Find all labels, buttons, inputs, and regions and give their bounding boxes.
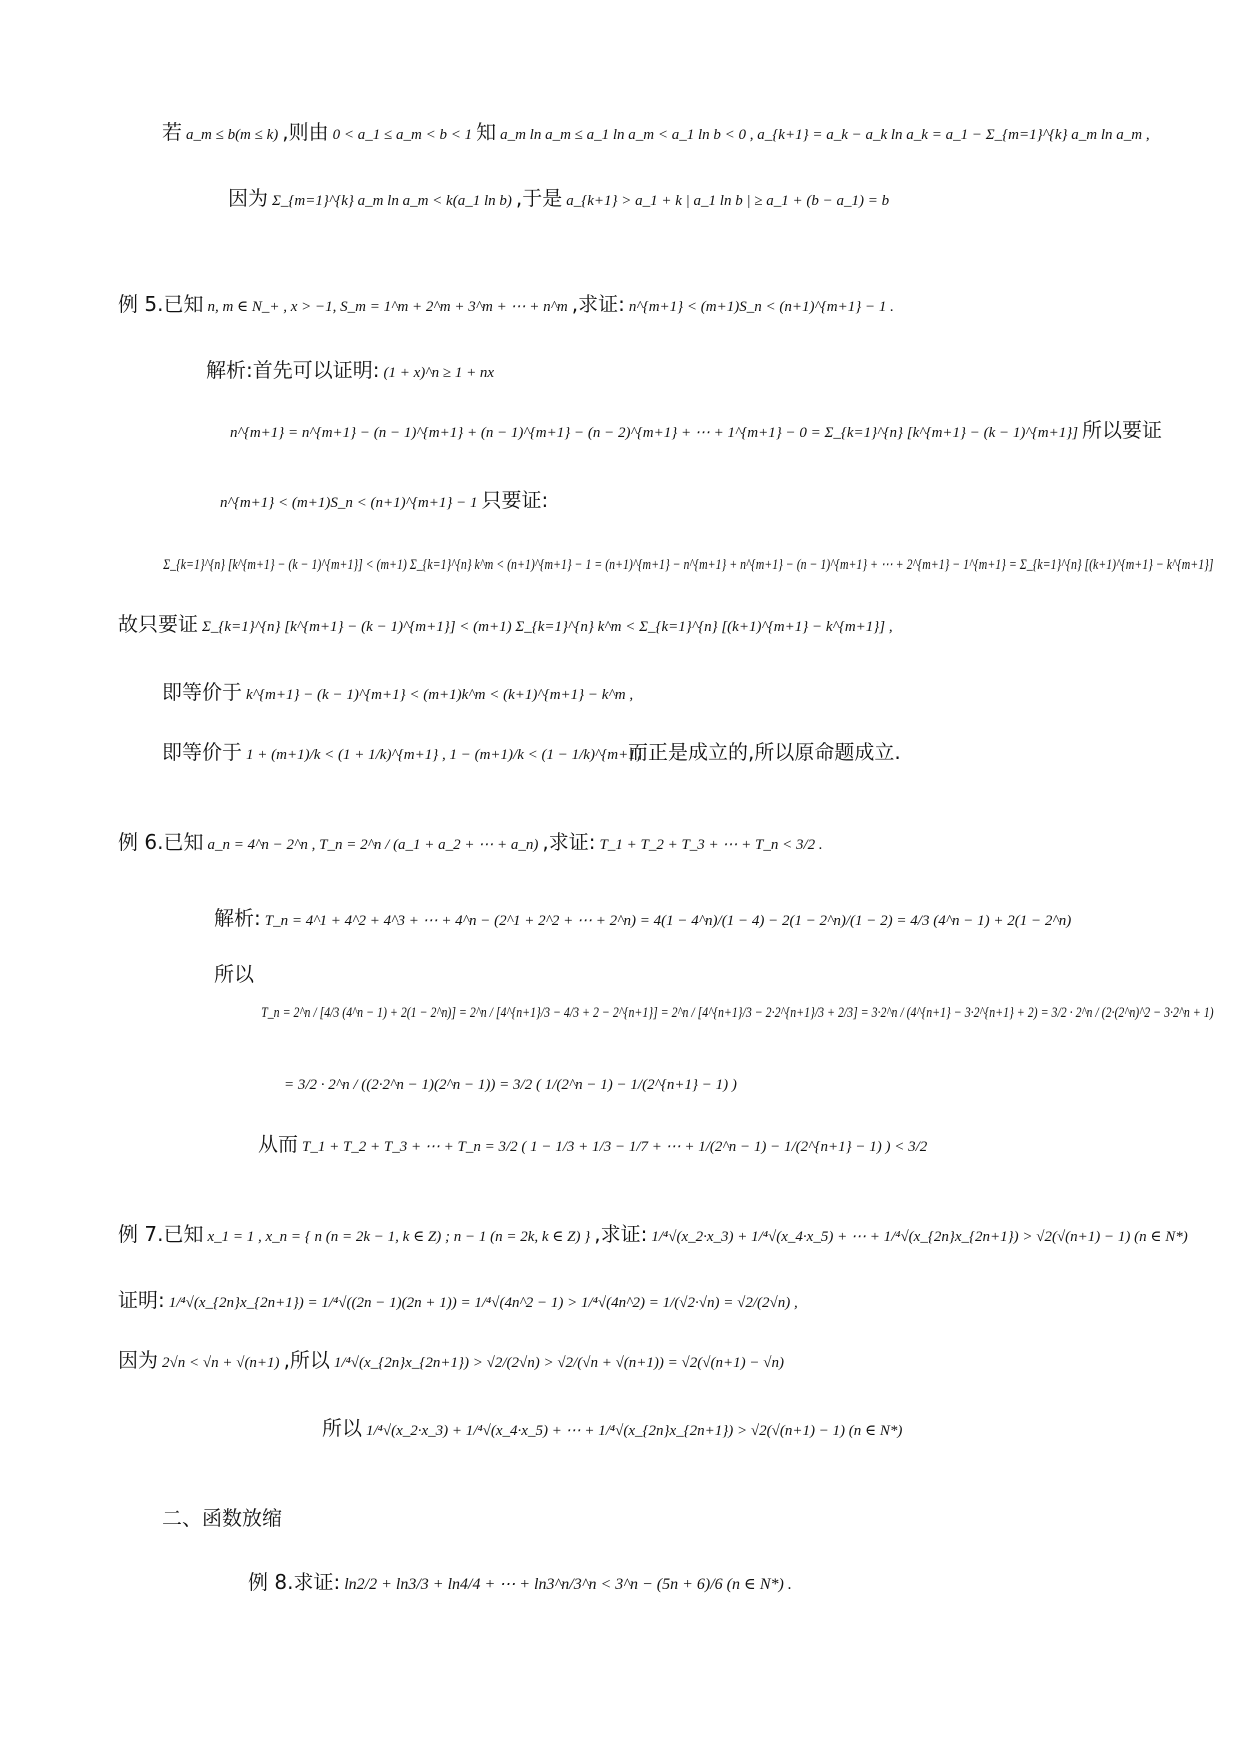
text: 知 bbox=[476, 120, 497, 144]
text: 若 bbox=[162, 120, 182, 144]
line-4 bbox=[206, 358, 498, 385]
line-10-tail bbox=[628, 740, 901, 766]
text: 而正是成立的,所以原命题成立. bbox=[628, 740, 901, 764]
text: 例 7.已知 bbox=[118, 1222, 204, 1246]
line-13 bbox=[214, 962, 254, 988]
line-5 bbox=[226, 418, 1162, 445]
text: 二、函数放缩 bbox=[162, 1506, 282, 1530]
line-10 bbox=[162, 740, 646, 767]
formula: T_n = 2^n / [4/3 (4^n − 1) + 2(1 − 2^n)] = 2^n / [4^{n+1}/3 − 4/3 + 2 − 2^{n+1}] = 2^n / [4^{n+1}/3 − 2·2^{n+1}/3 + 2/3] = 3·2^n / (4^{n+1} − 3·2^{n+1} + 2) = 3/2 · 2^n / (2·(2^n)^2 − 3·2^n + 1) bbox=[261, 1005, 1214, 1021]
formula: 1/⁴√(x_2·x_3) + 1/⁴√(x_4·x_5) + ⋯ + 1/⁴√(x_{2n}x_{2n+1}) > √2(√(n+1) − 1) (n ∈ N*) bbox=[366, 1423, 903, 1439]
text: 例 8.求证: bbox=[248, 1570, 341, 1594]
text: 只要证: bbox=[481, 488, 549, 512]
line-19 bbox=[118, 1348, 788, 1375]
formula: (1 + x)^n ≥ 1 + nx bbox=[383, 365, 495, 381]
formula: k^{m+1} − (k − 1)^{m+1} < (m+1)k^m < (k+1)^{m+1} − k^m , bbox=[246, 687, 634, 703]
formula: a_n = 4^n − 2^n , T_n = 2^n / (a_1 + a_2 + ⋯ + a_n) bbox=[207, 837, 539, 853]
formula: Σ_{m=1}^{k} a_m ln a_m < k(a_1 ln b) bbox=[272, 193, 512, 209]
line-14 bbox=[258, 1000, 1217, 1025]
formula: ln2/2 + ln3/3 + ln4/4 + ⋯ + ln3^n/3^n < 3^n − (5n + 6)/6 (n ∈ N*) . bbox=[344, 1576, 792, 1593]
text: 例 5.已知 bbox=[118, 292, 204, 316]
formula: a_m ≤ b(m ≤ k) bbox=[186, 127, 279, 143]
line-2 bbox=[228, 186, 893, 213]
text: ,所以 bbox=[283, 1348, 330, 1372]
example-5-statement bbox=[118, 292, 898, 319]
formula: n^{m+1} < (m+1)S_n < (n+1)^{m+1} − 1 . bbox=[628, 299, 894, 315]
line-8 bbox=[118, 612, 897, 639]
text: ,于是 bbox=[515, 186, 563, 210]
line-12 bbox=[214, 906, 1075, 933]
line-15 bbox=[280, 1072, 741, 1097]
text: 所以要证 bbox=[1082, 418, 1163, 442]
text: 所以 bbox=[322, 1416, 362, 1440]
formula: 1/⁴√(x_{2n}x_{2n+1}) = 1/⁴√((2n − 1)(2n + 1)) = 1/⁴√(4n^2 − 1) > 1/⁴√(4n^2) = 1/(√2·√n) = √2/(2√n) , bbox=[168, 1295, 798, 1311]
formula: n^{m+1} < (m+1)S_n < (n+1)^{m+1} − 1 bbox=[220, 495, 478, 511]
line-9 bbox=[162, 680, 637, 707]
example-6-statement bbox=[118, 830, 827, 857]
text: 因为 bbox=[118, 1348, 158, 1372]
line-7 bbox=[160, 552, 1217, 577]
text: 因为 bbox=[228, 186, 268, 210]
formula: x_1 = 1 , x_n = { n (n = 2k − 1, k ∈ Z) ; n − 1 (n = 2k, k ∈ Z) } bbox=[207, 1229, 591, 1245]
line-6 bbox=[216, 488, 548, 515]
formula: T_1 + T_2 + T_3 + ⋯ + T_n = 3/2 ( 1 − 1/3 + 1/3 − 1/7 + ⋯ + 1/(2^n − 1) − 1/(2^{n+1} − 1) ) < 3/2 bbox=[302, 1139, 928, 1155]
line-18 bbox=[118, 1288, 802, 1315]
formula: a_m ln a_m ≤ a_1 ln a_m < a_1 ln b < 0 , a_{k+1} = a_k − a_k ln a_k = a_1 − Σ_{m=1}^{k} a_m ln a_m , bbox=[500, 127, 1150, 143]
formula: 1/⁴√(x_{2n}x_{2n+1}) > √2/(2√n) > √2/(√n + √(n+1)) = √2(√(n+1) − √n) bbox=[333, 1355, 784, 1371]
formula: a_{k+1} > a_1 + k | a_1 ln b | ≥ a_1 + (b − a_1) = b bbox=[566, 193, 890, 209]
formula: T_n = 4^1 + 4^2 + 4^3 + ⋯ + 4^n − (2^1 + 2^2 + ⋯ + 2^n) = 4(1 − 4^n)/(1 − 4) − 2(1 − 2^n)/(1 − 2) = 4/3 (4^n − 1) + 2(1 − 2^n) bbox=[264, 913, 1072, 929]
formula: Σ_{k=1}^{n} [k^{m+1} − (k − 1)^{m+1}] < (m+1) Σ_{k=1}^{n} k^m < Σ_{k=1}^{n} [(k+1)^{m+1} − k^{m+1}] , bbox=[202, 619, 893, 635]
text: ,则由 bbox=[282, 120, 329, 144]
text: ,求证: bbox=[594, 1222, 648, 1246]
text: 解析: bbox=[214, 906, 261, 930]
line-20 bbox=[322, 1416, 906, 1443]
formula: 0 < a_1 ≤ a_m < b < 1 bbox=[332, 127, 473, 143]
formula: = 3/2 · 2^n / ((2·2^n − 1)(2^n − 1)) = 3/2 ( 1/(2^n − 1) − 1/(2^{n+1} − 1) ) bbox=[284, 1077, 737, 1093]
formula: 2√n < √n + √(n+1) bbox=[162, 1355, 280, 1371]
formula: 1 + (m+1)/k < (1 + 1/k)^{m+1} , 1 − (m+1)/k < (1 − 1/k)^{m+1} bbox=[246, 747, 642, 763]
text: ,求证: bbox=[571, 292, 625, 316]
formula: Σ_{k=1}^{n} [k^{m+1} − (k − 1)^{m+1}] < (m+1) Σ_{k=1}^{n} k^m < (n+1)^{m+1} − 1 = (n+1)^{m+1} − n^{m+1} + n^{m+1} − (n − 1)^{m+1} + ⋯ + 2^{m+1} − 1^{m+1} = Σ_{k=1}^{n} [(k+1)^{m+1} − k^{m+1}] bbox=[163, 557, 1214, 573]
formula: n^{m+1} = n^{m+1} − (n − 1)^{m+1} + (n − 1)^{m+1} − (n − 2)^{m+1} + ⋯ + 1^{m+1} − 0 = Σ_{k=1}^{n} [k^{m+1} − (k − 1)^{m+1}] bbox=[230, 425, 1079, 441]
formula: 1/⁴√(x_2·x_3) + 1/⁴√(x_4·x_5) + ⋯ + 1/⁴√(x_{2n}x_{2n+1}) > √2(√(n+1) − 1) (n ∈ N*) bbox=[651, 1229, 1188, 1245]
formula: T_1 + T_2 + T_3 + ⋯ + T_n < 3/2 . bbox=[599, 837, 823, 853]
line-16 bbox=[258, 1132, 931, 1159]
text: 证明: bbox=[118, 1288, 165, 1312]
text: 解析:首先可以证明: bbox=[206, 358, 380, 382]
formula: n, m ∈ N_+ , x > −1, S_m = 1^m + 2^m + 3^m + ⋯ + n^m bbox=[207, 299, 568, 315]
example-7-statement bbox=[118, 1222, 1192, 1249]
text: 即等价于 bbox=[162, 680, 242, 704]
text: 例 6.已知 bbox=[118, 830, 204, 854]
text: 所以 bbox=[214, 962, 254, 986]
text: 即等价于 bbox=[162, 740, 242, 764]
text: ,求证: bbox=[542, 830, 596, 854]
text: 故只要证 bbox=[118, 612, 198, 636]
text: 从而 bbox=[258, 1132, 298, 1156]
section-heading bbox=[162, 1506, 282, 1532]
example-8-statement bbox=[248, 1570, 796, 1597]
line-1 bbox=[162, 120, 1154, 147]
